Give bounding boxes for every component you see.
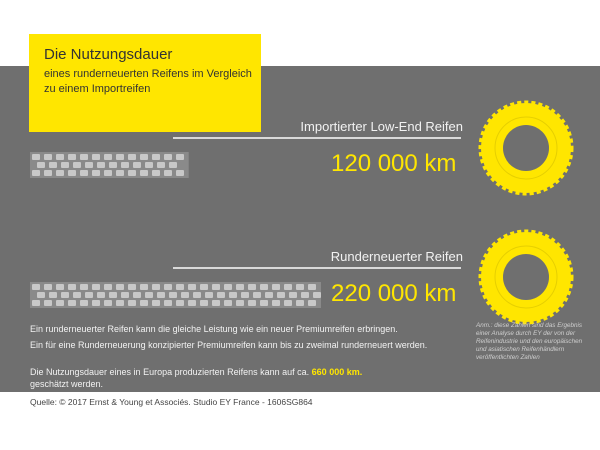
tread-block — [37, 292, 45, 298]
tread-block — [104, 170, 112, 176]
tread-block — [284, 284, 292, 290]
tread-block — [296, 284, 304, 290]
divider-rule-imported — [173, 137, 461, 139]
body-paragraph-1: Ein runderneuerter Reifen kann die gleiche Leistung wie ein neuer Premiumreifen erbringen. — [30, 324, 398, 334]
tread-block — [212, 300, 220, 306]
tread-block — [152, 300, 160, 306]
tread-block — [265, 292, 273, 298]
tread-block — [104, 284, 112, 290]
tread-block — [164, 300, 172, 306]
tread-block — [236, 300, 244, 306]
tread-block — [68, 284, 76, 290]
tread-block — [97, 292, 105, 298]
tread-block — [308, 300, 316, 306]
tread-block — [32, 284, 40, 290]
tread-block — [176, 300, 184, 306]
category-label-imported: Importierter Low-End Reifen — [300, 119, 463, 134]
tread-block — [308, 284, 316, 290]
tread-block — [32, 300, 40, 306]
tread-block — [181, 292, 189, 298]
tread-block — [176, 154, 184, 160]
tread-block — [272, 300, 280, 306]
tread-block — [116, 284, 124, 290]
tread-block — [56, 170, 64, 176]
tread-block — [109, 162, 117, 168]
tread-block — [224, 300, 232, 306]
tread-block — [188, 284, 196, 290]
tread-block — [116, 300, 124, 306]
tread-block — [121, 162, 129, 168]
body-paragraph-3-end: geschätzt werden. — [30, 379, 104, 389]
tire-icon — [478, 100, 574, 196]
tread-block — [200, 300, 208, 306]
tread-block — [80, 300, 88, 306]
tread-block — [68, 300, 76, 306]
tread-block — [140, 154, 148, 160]
category-label-retreaded: Runderneuerter Reifen — [330, 249, 463, 264]
tread-block — [32, 170, 40, 176]
tread-block — [140, 170, 148, 176]
tread-block — [188, 300, 196, 306]
chart-title: Die Nutzungsdauer — [44, 46, 173, 63]
lifespan-highlight: 660 000 km. — [311, 367, 363, 377]
tread-block — [253, 292, 261, 298]
title-box — [29, 34, 261, 132]
divider-rule-retreaded — [173, 267, 461, 269]
tread-block — [109, 292, 117, 298]
tread-block — [97, 162, 105, 168]
source-credit: Quelle: © 2017 Ernst & Young et Associés. Studio EY France - 1606SG864 — [30, 397, 313, 407]
tread-block — [92, 170, 100, 176]
tread-block — [56, 284, 64, 290]
tread-block — [133, 292, 141, 298]
tread-block — [44, 300, 52, 306]
tread-block — [61, 162, 69, 168]
tread-block — [121, 292, 129, 298]
tread-block — [85, 162, 93, 168]
tread-block — [104, 300, 112, 306]
tread-block — [296, 300, 304, 306]
tread-block — [212, 284, 220, 290]
body-paragraph-3-text: Die Nutzungsdauer eines in Europa produzierten Reifens kann auf ca. — [30, 367, 312, 377]
tread-block — [128, 170, 136, 176]
value-label-retreaded: 220 000 km — [331, 280, 457, 307]
tread-block — [68, 170, 76, 176]
tread-block — [157, 292, 165, 298]
footnote: Anm.: diese Zahlen sind das Ergebnis einer Analyse durch EY der von der Reifenindustrie und den europäischen und asiatischen Reifenhändlern veröffentlichten Zahlen — [476, 322, 583, 361]
tread-block — [277, 292, 285, 298]
tread-block — [116, 170, 124, 176]
tread-block — [313, 292, 321, 298]
tread-block — [176, 170, 184, 176]
tread-block — [164, 284, 172, 290]
body-paragraph-2: Ein für eine Runderneuerung konzipierter Premiumreifen kann bis zu zweimal runderneuert werden. — [30, 340, 428, 350]
tread-block — [248, 300, 256, 306]
tread-block — [80, 170, 88, 176]
tread-block — [224, 284, 232, 290]
body-paragraph-3 — [30, 366, 470, 390]
tread-block — [289, 292, 297, 298]
tread-block — [200, 284, 208, 290]
value-label-imported: 120 000 km — [331, 150, 457, 177]
tread-block — [92, 154, 100, 160]
tread-block — [145, 162, 153, 168]
tread-block — [128, 154, 136, 160]
tread-block — [236, 284, 244, 290]
tread-block — [49, 162, 57, 168]
tread-block — [56, 300, 64, 306]
tread-block — [44, 154, 52, 160]
tread-block — [92, 300, 100, 306]
tread-block — [248, 284, 256, 290]
tread-block — [80, 284, 88, 290]
tread-block — [152, 284, 160, 290]
tread-block — [217, 292, 225, 298]
tread-block — [140, 300, 148, 306]
tread-block — [85, 292, 93, 298]
tread-block — [128, 284, 136, 290]
tread-block — [260, 284, 268, 290]
tread-block — [73, 292, 81, 298]
tread-block — [169, 162, 177, 168]
tread-block — [92, 284, 100, 290]
tread-block — [56, 154, 64, 160]
tread-block — [205, 292, 213, 298]
tread-block — [104, 154, 112, 160]
tread-block — [37, 162, 45, 168]
tread-block — [229, 292, 237, 298]
tread-block — [128, 300, 136, 306]
tread-block — [272, 284, 280, 290]
tread-block — [176, 284, 184, 290]
tread-block — [164, 154, 172, 160]
tread-block — [169, 292, 177, 298]
tread-block — [152, 170, 160, 176]
tread-block — [164, 170, 172, 176]
tread-block — [49, 292, 57, 298]
tread-block — [44, 284, 52, 290]
tread-block — [73, 162, 81, 168]
tread-block — [80, 154, 88, 160]
tread-block — [301, 292, 309, 298]
tread-block — [145, 292, 153, 298]
tread-block — [193, 292, 201, 298]
tread-block — [68, 154, 76, 160]
tread-block — [260, 300, 268, 306]
tread-block — [157, 162, 165, 168]
tire-icon — [478, 229, 574, 325]
tread-block — [284, 300, 292, 306]
tread-block — [116, 154, 124, 160]
tread-block — [152, 154, 160, 160]
tread-block — [44, 170, 52, 176]
tread-block — [241, 292, 249, 298]
chart-subtitle: eines runderneuerten Reifens im Vergleich zu einem Importreifen — [44, 68, 252, 95]
tread-block — [140, 284, 148, 290]
tread-block — [32, 154, 40, 160]
tread-block — [61, 292, 69, 298]
tread-block — [133, 162, 141, 168]
